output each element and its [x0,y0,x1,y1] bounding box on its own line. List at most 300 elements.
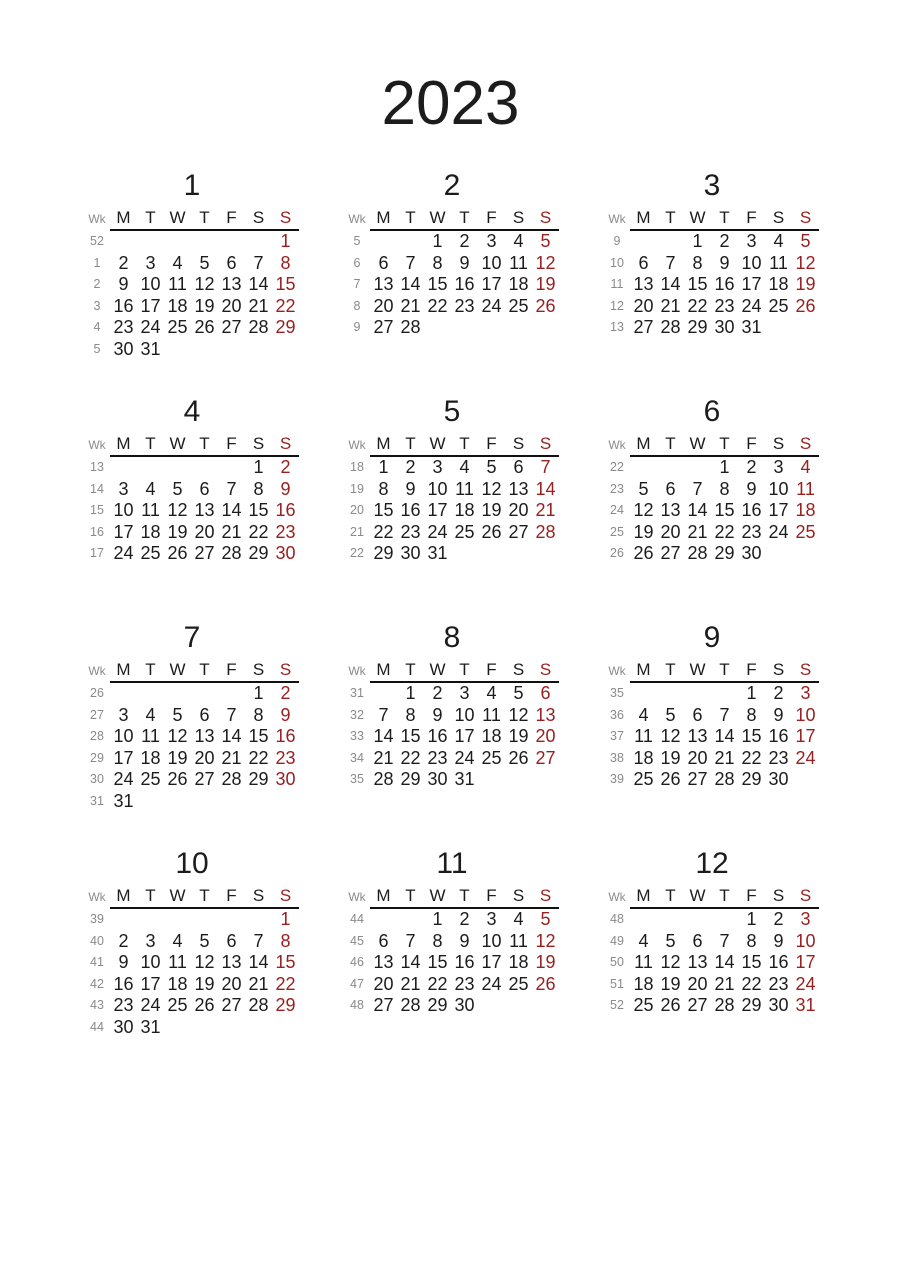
day-header: T [451,885,478,908]
date-cell: 7 [253,252,264,273]
week-row [84,682,299,705]
week-number: 42 [90,976,104,991]
day-header: S [505,433,532,456]
date-cell: 21 [248,973,269,994]
day-header: W [424,433,451,456]
day-header: S [505,659,532,682]
date-cell: 6 [199,704,210,725]
date-cell: 25 [481,747,502,768]
date-cell [451,317,478,339]
date-cell [218,339,245,361]
date-cell: 4 [513,909,524,929]
date-cell: 2 [459,231,470,251]
date-cell: 18 [795,500,816,520]
date-cell: 3 [486,231,497,251]
week-row [604,253,819,275]
date-cell: 29 [248,543,269,563]
day-header: F [218,207,245,230]
date-cell: 3 [118,704,129,725]
date-cell: 4 [459,457,470,477]
day-header: T [657,433,684,456]
date-cell: 30 [113,1016,134,1037]
date-cell: 12 [535,930,556,951]
date-cell [164,339,191,361]
date-cell: 12 [633,500,654,520]
month-title: 6 [703,395,721,428]
date-cell: 5 [513,683,524,703]
week-row [84,748,299,770]
date-cell [370,230,397,253]
week-row [84,931,299,953]
month-table [344,885,559,1017]
month-table [84,659,299,812]
date-cell: 30 [454,995,475,1015]
date-cell [164,1017,191,1039]
date-cell [792,317,819,339]
day-header: T [711,207,738,230]
date-cell: 20 [373,295,394,316]
date-cell: 24 [113,543,134,563]
week-row [344,253,559,275]
date-cell: 14 [714,726,735,746]
week-row [604,974,819,996]
date-cell: 3 [800,909,811,929]
date-cell [505,317,532,339]
day-header: S [245,659,272,682]
week-row [344,705,559,727]
month-table [344,659,559,791]
date-cell: 6 [378,930,389,951]
date-cell: 6 [199,478,210,499]
date-cell: 29 [714,543,735,563]
date-cell: 10 [427,478,448,499]
date-cell: 1 [746,909,757,929]
date-cell: 21 [535,500,556,520]
month-table [604,659,819,791]
day-header: F [738,659,765,682]
weekday-header-row [344,659,559,682]
date-cell [792,543,819,565]
week-number: 23 [610,481,624,496]
date-cell [110,682,137,705]
date-cell: 31 [113,790,134,811]
date-cell: 12 [167,726,188,746]
week-row [84,500,299,522]
date-cell: 21 [248,295,269,316]
week-row [604,456,819,479]
date-cell: 23 [427,747,448,768]
date-cell: 27 [687,995,708,1015]
date-cell: 17 [481,952,502,972]
date-cell [137,456,164,479]
week-number: 47 [350,976,364,991]
date-cell: 16 [113,295,134,316]
week-row [84,769,299,791]
day-header: F [478,659,505,682]
date-cell: 26 [167,543,188,563]
week-number: 26 [610,546,624,560]
week-row [84,974,299,996]
day-header: T [137,885,164,908]
week-number: 48 [350,998,364,1012]
date-cell: 11 [634,952,653,972]
week-number: 41 [90,955,104,969]
date-cell: 22 [687,295,708,316]
date-cell [657,682,684,705]
week-row [344,748,559,770]
date-cell [218,456,245,479]
date-cell: 26 [660,995,681,1015]
date-cell: 14 [687,500,708,520]
week-row [344,769,559,791]
week-number: 9 [353,320,361,334]
week-number: 19 [350,481,364,496]
date-cell: 20 [535,726,556,746]
week-number: 4 [93,320,101,334]
week-row [84,274,299,296]
date-cell: 11 [634,726,653,746]
date-cell: 19 [535,274,556,294]
month-block [604,848,820,1074]
date-cell [245,339,272,361]
day-header-sunday: S [532,433,559,456]
date-cell: 26 [660,769,681,789]
date-cell: 16 [113,973,134,994]
date-cell: 12 [535,252,556,273]
date-cell: 18 [140,521,161,542]
day-header-sunday: S [272,207,299,230]
date-cell: 29 [248,769,269,789]
day-header: S [245,433,272,456]
date-cell: 19 [481,500,502,520]
month-block [84,396,300,622]
date-cell: 10 [113,726,134,746]
date-cell: 13 [373,274,394,294]
date-cell: 21 [660,295,681,316]
week-number: 43 [90,998,104,1012]
date-cell: 5 [665,704,676,725]
date-cell [110,230,137,253]
date-cell: 11 [796,478,815,499]
week-column-label: Wk [608,211,626,226]
date-cell: 21 [687,521,708,542]
date-cell: 5 [199,252,210,273]
date-cell: 17 [140,973,161,994]
week-number: 17 [90,546,104,560]
weekday-header-row [604,207,819,230]
month-title: 4 [183,395,201,428]
date-cell: 31 [140,1016,161,1037]
date-cell: 22 [248,521,269,542]
week-row [84,317,299,339]
date-cell: 4 [486,683,497,703]
week-row [604,995,819,1017]
day-header: F [738,433,765,456]
date-cell: 12 [194,274,215,294]
date-cell [137,791,164,813]
date-cell: 9 [405,478,416,499]
date-cell: 26 [508,747,529,768]
date-cell: 28 [248,317,269,337]
month-table [84,885,299,1038]
date-cell [191,1017,218,1039]
date-cell: 25 [167,317,188,337]
date-cell [218,230,245,253]
date-cell: 30 [275,543,296,563]
date-cell: 1 [692,231,703,251]
date-cell: 14 [714,952,735,972]
date-cell: 30 [275,769,296,789]
week-number: 34 [350,750,364,765]
date-cell: 24 [741,295,762,316]
date-cell: 10 [795,930,816,951]
week-number: 31 [90,793,104,808]
week-row [604,296,819,318]
date-cell: 31 [741,317,762,337]
date-cell: 2 [280,683,291,703]
date-cell: 5 [199,930,210,951]
week-row [604,908,819,931]
date-cell: 16 [741,500,762,520]
week-row [84,522,299,544]
date-cell: 30 [714,317,735,337]
day-header-sunday: S [792,207,819,230]
date-cell: 2 [280,457,291,477]
week-row [344,500,559,522]
date-cell: 10 [741,252,762,273]
date-cell: 30 [741,543,762,563]
date-cell: 7 [226,478,237,499]
date-cell: 27 [660,543,681,563]
date-cell: 15 [275,952,296,972]
date-cell: 13 [221,952,242,972]
date-cell: 1 [432,909,443,929]
date-cell: 20 [508,500,529,520]
weekday-header-row [84,659,299,682]
date-cell: 26 [535,973,556,994]
date-cell: 16 [454,274,475,294]
month-block [84,170,300,396]
date-cell [532,317,559,339]
day-header: M [110,885,137,908]
date-cell: 16 [768,726,789,746]
date-cell: 10 [481,930,502,951]
weekday-header-row [344,207,559,230]
date-cell: 20 [221,973,242,994]
date-cell: 24 [113,769,134,789]
date-cell: 9 [459,252,470,273]
date-cell: 26 [194,317,215,337]
date-cell: 7 [692,478,703,499]
week-row [604,931,819,953]
week-row [344,317,559,339]
date-cell: 18 [508,274,529,294]
date-cell [765,317,792,339]
week-number: 30 [90,772,104,786]
date-cell [164,682,191,705]
date-cell: 23 [454,295,475,316]
weekday-header-row [344,885,559,908]
day-header: T [397,433,424,456]
day-header: W [424,659,451,682]
date-cell: 20 [221,295,242,316]
date-cell [370,682,397,705]
date-cell: 9 [773,930,784,951]
date-cell: 14 [248,952,269,972]
date-cell: 29 [275,995,296,1015]
date-cell: 28 [687,543,708,563]
date-cell: 11 [168,952,187,972]
date-cell: 14 [373,726,394,746]
date-cell: 29 [741,769,762,789]
date-cell: 19 [167,747,188,768]
date-cell: 4 [773,231,784,251]
date-cell: 5 [665,930,676,951]
weekday-header-row [604,659,819,682]
date-cell: 18 [454,500,475,520]
date-cell [245,1017,272,1039]
date-cell: 23 [400,521,421,542]
week-number: 32 [350,707,364,722]
date-cell: 3 [145,252,156,273]
week-number: 27 [90,707,104,722]
date-cell: 17 [140,295,161,316]
date-cell: 22 [248,747,269,768]
day-header: W [684,207,711,230]
date-cell: 20 [660,521,681,542]
week-column-label: Wk [88,889,106,904]
date-cell: 14 [221,500,242,520]
week-number: 14 [90,481,104,496]
date-cell [684,908,711,931]
date-cell [684,456,711,479]
week-row [344,995,559,1017]
date-cell: 6 [692,930,703,951]
day-header: W [164,885,191,908]
date-cell: 25 [508,973,529,994]
date-cell [191,230,218,253]
day-header: T [711,659,738,682]
week-number: 45 [350,933,364,948]
date-cell: 27 [373,317,394,337]
date-cell [505,543,532,565]
day-header: T [451,659,478,682]
date-cell: 17 [454,726,475,746]
day-header: T [711,433,738,456]
week-number: 6 [353,255,361,270]
date-cell: 23 [113,317,134,337]
week-row [604,522,819,544]
date-cell: 29 [427,995,448,1015]
date-cell: 19 [660,973,681,994]
weekday-header-row [604,433,819,456]
date-cell: 3 [118,478,129,499]
date-cell: 12 [481,478,502,499]
date-cell [765,543,792,565]
date-cell [245,908,272,931]
date-cell: 14 [400,274,421,294]
date-cell: 2 [118,252,129,273]
date-cell: 17 [795,726,816,746]
week-row [344,908,559,931]
day-header: T [451,207,478,230]
date-cell: 31 [427,543,448,563]
date-cell: 15 [248,500,269,520]
date-cell: 16 [275,726,296,746]
date-cell [478,543,505,565]
date-cell: 28 [714,769,735,789]
week-number: 40 [90,933,104,948]
date-cell: 19 [167,521,188,542]
date-cell: 10 [768,478,789,499]
date-cell: 4 [638,930,649,951]
week-row [344,522,559,544]
date-cell [657,908,684,931]
date-cell: 27 [373,995,394,1015]
week-number: 11 [610,277,624,291]
day-header: T [191,659,218,682]
day-header: W [684,659,711,682]
month-title: 9 [703,621,721,654]
date-cell [657,230,684,253]
date-cell [137,908,164,931]
week-row [84,296,299,318]
date-cell [424,317,451,339]
date-cell: 18 [633,747,654,768]
day-header: T [711,885,738,908]
date-cell: 13 [221,274,242,294]
date-cell: 4 [145,478,156,499]
day-header: F [218,433,245,456]
week-number: 48 [610,911,624,926]
date-cell [684,682,711,705]
week-row [84,230,299,253]
date-cell: 15 [427,952,448,972]
date-cell [218,682,245,705]
week-column-label: Wk [348,889,366,904]
date-cell [792,769,819,791]
day-header: S [505,885,532,908]
date-cell: 5 [540,909,551,929]
date-cell: 17 [768,500,789,520]
day-header: W [424,885,451,908]
day-header: M [110,207,137,230]
date-cell: 3 [746,231,757,251]
date-cell: 22 [741,973,762,994]
week-number: 49 [610,933,624,948]
year-title: 2023 [381,69,520,138]
date-cell: 26 [535,295,556,316]
date-cell: 23 [454,973,475,994]
date-cell: 6 [665,478,676,499]
date-cell: 19 [795,274,816,294]
date-cell [478,769,505,791]
date-cell: 14 [221,726,242,746]
week-row [604,543,819,565]
date-cell: 25 [167,995,188,1015]
month-block [604,396,820,622]
week-column-label: Wk [608,437,626,452]
date-cell: 23 [714,295,735,316]
date-cell: 28 [373,769,394,789]
date-cell: 18 [167,973,188,994]
date-cell: 16 [768,952,789,972]
date-cell: 13 [194,500,215,520]
date-cell: 28 [221,543,242,563]
day-header: W [684,885,711,908]
date-cell: 6 [226,252,237,273]
date-cell: 28 [660,317,681,337]
